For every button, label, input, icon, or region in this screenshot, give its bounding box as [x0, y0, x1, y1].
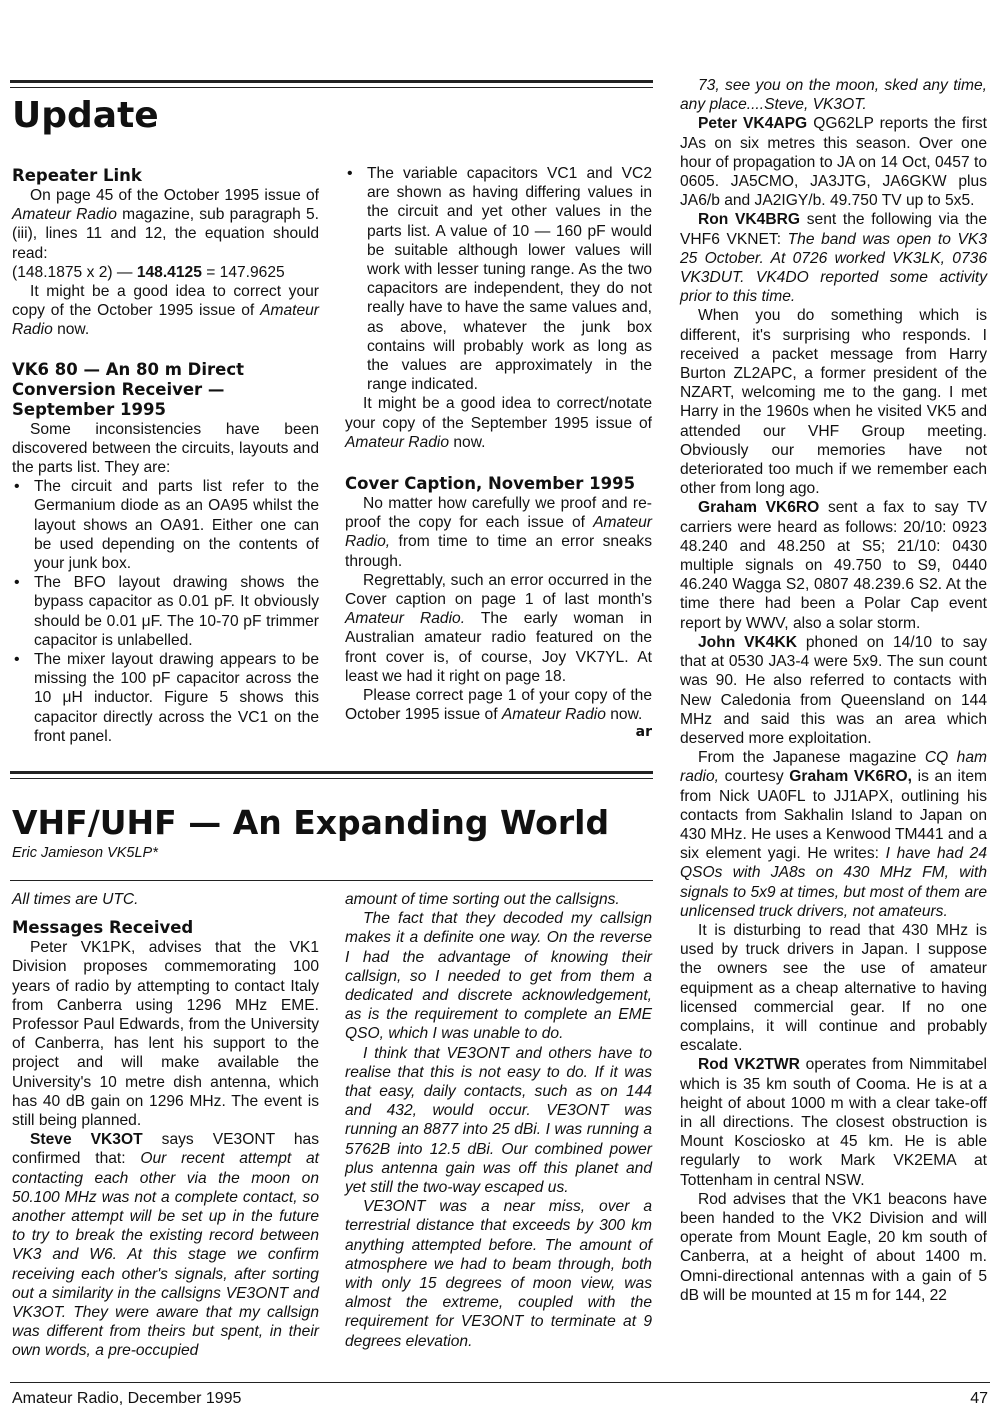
repeater-para-2: It might be a good idea to correct your copy of the October 1995 issue of Amateur Radio now.: [12, 283, 319, 339]
right-para-1: Peter VK4APG QG62LP reports the first JAs on six metres this season. Over one hour of propagation to JA on 14 Oct, 0457 to 0605. JA5CMO, JA3JTG, JA6GKW plus JA6/b and JA2IGY/b. 49.750 TV up to 5x5.: [680, 115, 988, 210]
footer-page-number: 47: [970, 1390, 988, 1407]
vhf-title: VHF/UHF — An Expanding World: [12, 803, 610, 842]
messages-heading: Messages Received: [12, 918, 194, 938]
right-para-5: John VK4KK phoned on 14/10 to say that at 0530 JA3-4 were 5x9. The sun count was 90. He also referred to contacts with New Caledonia from Queensland on 144 MHz and said this was an area which deserved more exploitation.: [680, 633, 987, 747]
top-rule: [10, 80, 653, 83]
vk6-para-2: It might be a good idea to correct/notate your copy of the September 1995 issue of Amateur Radio now.: [345, 395, 652, 451]
repeater-heading: Repeater Link: [12, 166, 142, 185]
right-para-8: Rod VK2TWR operates from Nimmitabel which is 35 km south of Cooma. He is at a height of about 1000 m with a clear take-off in all directions. The closest obstruction is Mount Kosciosko at 45 km. He is able regularly to work Mark VK2EMA at Tottenham in central NSW.: [680, 1056, 988, 1189]
vk6-heading: VK6 80 — An 80 m Direct Conversion Receiver — September 1995: [12, 359, 244, 419]
vk6-bullet-2: • The BFO layout drawing shows the bypass capacitor as 0.01 pF. It obviously should be 0.01 μF. The 10-70 pF trimmer capacitor is unlabelled.: [12, 573, 319, 650]
vhf-byline: Eric Jamieson VK5LP*: [12, 845, 158, 861]
update-column-left: [12, 166, 319, 746]
vk6-bullet-1: • The circuit and parts list refer to the Germanium diode as an OA95 whilst the layout shows an OA91. Either one can be used depending on the contents of your junk box.: [12, 477, 319, 573]
vhf-c2-para-4: VE3ONT was a near miss, over a terrestrial distance that exceeds by 300 km anything attempted before. The amount of atmosphere we had to beam through, both with only 15 degrees of moon view, was almost the extreme, coupled with the requirement for VE3ONT to terminate at 9 degrees elevation.: [345, 1198, 652, 1350]
repeater-para-1: On page 45 of the October 1995 issue of Amateur Radio magazine, sub paragraph 5. (iii), lines 11 and 12, the equation should read:: [12, 187, 319, 262]
vhf-column-middle: [345, 890, 652, 1351]
update-column-middle: [345, 164, 652, 740]
vhf-c2-para-1: amount of time sorting out the callsigns.: [345, 891, 620, 908]
vk6-bullet-4: • The variable capacitors VC1 and VC2 are shown as having differing values in the circuit and yet other values in the parts list. A value of 10 — 160 pF would be suitable although lower values will work with lesser tuning range. As the two capacitors are independent, they do not really have to have the same values and, as above, whatever the junk box contains will probably work as long as the values are approximately in the range indicated.: [345, 164, 652, 394]
vhf-para-2: Steve VK3OT says VE3ONT has confirmed that: Our recent attempt at contacting each other via the moon on 50.100 MHz was not a complete contact, so another attempt will be set up in the future to try to break the existing record between VK3 and W6. At this stage we confirm receiving each other's signals, after sorting out a similarity in the callsigns VE3ONT and VK3OT. They were aware that my callsign was different from theirs but spent, in their own words, a pre-occupied: [12, 1131, 319, 1360]
vhf-column-left: [12, 890, 319, 1361]
cover-para-3: Please correct page 1 of your copy of the October 1995 issue of Amateur Radio now.: [345, 687, 652, 724]
update-title: Update: [12, 95, 159, 136]
right-para-6: From the Japanese magazine CQ ham radio, courtesy Graham VK6RO, is an item from Nick UA0FL to JJ1APX, outlining his contacts from Sakhalin Island to Japan on 430 MHz. He uses a Kenwood TM441 and a six element yagi. He writes: I have had 24 QSOs with JA8s on 430 MHz FM, with signals to 5x9 at times, but most of them are unlicensed truck drivers, not amateurs.: [680, 749, 988, 920]
repeater-equation: (148.1875 x 2) — 148.4125 = 147.9625: [12, 263, 285, 281]
vhf-column-right: [680, 76, 987, 1305]
mid-rule: [10, 771, 653, 774]
footer-rule: [10, 1382, 990, 1383]
mid-rule-thin: [10, 778, 653, 779]
top-rule-thin: [10, 87, 653, 88]
cover-para-2: Regrettably, such an error occurred in the Cover caption on page 1 of last month's Amateur Radio. The early woman in Australian amateur radio featured on the front cover is, of course, Joy VK7YL. At least we had it right on page 18.: [345, 571, 653, 685]
right-para-2: Ron VK4BRG sent the following via the VHF6 VKNET: The band was open to VK3 25 October. At 0726 worked VK3LK, 0736 VK3DUT. VK4DO reported some activity prior to this time.: [680, 211, 987, 306]
footer-publication: Amateur Radio, December 1995: [12, 1390, 242, 1407]
byline-rule: [10, 880, 653, 881]
right-para-7: It is disturbing to read that 430 MHz is used by truck drivers in Japan. I suppose the owners see the use of amateur equipment as a cheap alternative to having licensed commercial gear. If no one complains, it will continue and probably escalate.: [680, 921, 987, 1055]
vk6-para-1: Some inconsistencies have been discovered between the circuits, layouts and the parts list. They are:: [12, 420, 319, 477]
right-para-3: When you do something which is different, it's surprising who responds. I received a packet message from Harry Burton ZL2APC, a former president of the NZART, welcoming me to the gang. I met Harry in the 1960s when he visited VK5 and attended our VHF Group meeting. Obviously our memories have not deteriorated too much if we remember each other from long ago.: [680, 307, 987, 498]
right-para-4: Graham VK6RO sent a fax to say TV carriers were heard as follows: 20/10: 0923 48.240 and 48.250 at S5; 21/10: 0430 multiple signals on 49.750 to S9, 0440 46.240 Wagga S2, 0807 48.239.6 S2. At the time there had been a Polar Cap event report by WWV, also a solar storm.: [680, 499, 988, 632]
vk6-bullet-3: • The mixer layout drawing appears to be missing the 100 pF capacitor across the 10 μH inductor. Figure 5 shows this capacitor directly across the VC1 on the front panel.: [12, 650, 319, 746]
vhf-para-1: Peter VK1PK, advises that the VK1 Division proposes commemorating 100 years of radio by attempting to contact Italy from Canberra using 1296 MHz EME. Professor Paul Edwards, from the University of Canberra, has lent his support to the project and will make available the University's 10 metre dish antenna, which has 40 dB gain on 1296 MHz. The event is still being planned.: [12, 939, 319, 1130]
vhf-c2-para-2: The fact that they decoded my callsign makes it a definite one way. On the reverse I had the advantage of knowing their callsign, so I needed to get from them a dedicated and discrete acknowledgement, as is the requirement to complete an EME QSO, which I was unable to do.: [345, 910, 652, 1043]
vk6-bullet-list: [12, 477, 319, 746]
cover-sign: ar: [635, 724, 652, 741]
cover-para-1: No matter how carefully we proof and re-proof the copy for each issue of Amateur Radio, from time to time an error sneaks through.: [345, 495, 652, 570]
cover-heading: Cover Caption, November 1995: [345, 474, 636, 494]
vhf-times: All times are UTC.: [12, 891, 139, 908]
right-para-0: 73, see you on the moon, sked any time, any place....Steve, VK3OT.: [680, 77, 987, 114]
right-para-9: Rod advises that the VK1 beacons have been handed to the VK2 Division and will operate from Mount Eagle, 20 km south of Canberra, at a height of about 1400 m. Omni-directional antennas with a gain of 5 dB will be mounted at 15 m for 144, 22: [680, 1190, 987, 1304]
vhf-c2-para-3: I think that VE3ONT and others have to realise that this is not easy to do. If it was that easy, daily contacts, such as on 144 and 432, would occur. VE3ONT was running an 8877 into 25 dBi. I was running a 5762B into 12.5 dBi. Our combined power plus antenna gain was off this planet and yet still the two-way escaped us.: [345, 1044, 652, 1197]
